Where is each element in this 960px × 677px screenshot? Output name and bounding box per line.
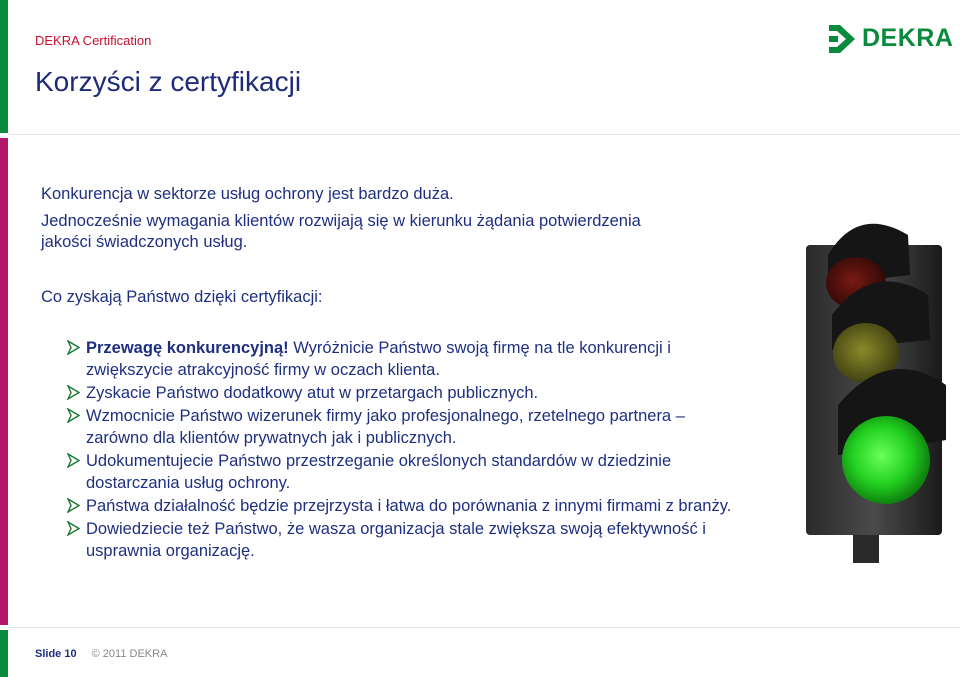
intro-line-2a: Jednocześnie wymagania klientów rozwijają się w kierunku żądania potwierdzenia: [41, 212, 641, 230]
list-item-text: Wzmocnicie Państwo wizerunek firmy jako profesjonalnego, rzetelnego partnera – zarówno dla klientów prywatnych jak i publicznych.: [86, 407, 685, 447]
list-item-text: Państwa działalność będzie przejrzysta i łatwa do porównania z innymi firmami z branży.: [86, 497, 732, 515]
list-item-text: Zyskacie Państwo dodatkowy atut w przetargach publicznych.: [86, 384, 539, 402]
header-divider: [8, 134, 960, 135]
logo-text: DEKRA: [862, 24, 954, 52]
footer: [35, 648, 167, 660]
list-item: [67, 405, 737, 449]
arrow-bullet-icon: [67, 453, 80, 468]
arrow-bullet-icon: [67, 385, 80, 400]
list-item: [67, 382, 737, 404]
benefits-list: [67, 337, 737, 563]
copyright: © 2011 DEKRA: [91, 648, 168, 660]
arrow-bullet-icon: [67, 340, 80, 355]
arrow-bullet-icon: [67, 498, 80, 513]
left-accent-bar-top: [0, 0, 8, 133]
intro-line-2b: jakości świadczonych usług.: [41, 233, 248, 251]
list-item: [67, 518, 737, 562]
header-label: DEKRA Certification: [35, 33, 152, 48]
left-accent-bar-middle: [0, 138, 8, 625]
intro-line-1: Konkurencja w sektorze usług ochrony jest bardzo duża.: [41, 185, 454, 203]
dekra-logo: [826, 22, 954, 58]
list-item-bold: Przewagę konkurencyjną!: [86, 339, 289, 357]
list-item-text: Dowiedziecie też Państwo, że wasza organizacja stale zwiększa swoją efektywność i usprawnia organizację.: [86, 520, 706, 560]
arrow-bullet-icon: [67, 408, 80, 423]
list-item: [67, 337, 737, 381]
list-item-text: Udokumentujecie Państwo przestrzeganie określonych standardów w dziedzinie dostarczania usług ochrony.: [86, 452, 672, 492]
left-accent-bar-bottom: [0, 630, 8, 677]
footer-divider: [8, 627, 960, 628]
dekra-logo-icon: [826, 22, 858, 56]
list-item: [67, 450, 737, 494]
list-item: [67, 495, 737, 517]
page-title: Korzyści z certyfikacji: [35, 66, 302, 97]
intro-question: Co zyskają Państwo dzięki certyfikacji:: [41, 288, 323, 306]
traffic-light-image: [798, 205, 948, 565]
slide-number: Slide 10: [35, 648, 77, 660]
list-item-text: Wyróżnicie Państwo swoją firmę na tle konkurencji i zwiększycie atrakcyjność firmy w oczach klienta.: [86, 339, 671, 379]
arrow-bullet-icon: [67, 521, 80, 536]
